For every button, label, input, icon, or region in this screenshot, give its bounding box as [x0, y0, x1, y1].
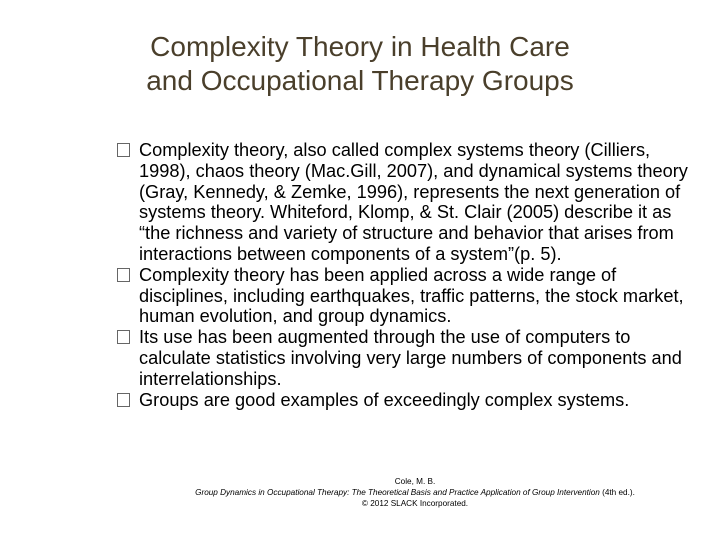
square-bullet-icon — [117, 143, 130, 157]
citation-author: Cole, M. B. — [394, 477, 436, 486]
citation-book-title: Group Dynamics in Occupational Therapy: The Theoretical Basis and Practice Application of Group Intervention — [195, 488, 600, 497]
bullet-text: Its use has been augmented through the use of computers to calculate statistics involving very large numbers of components and interrelationships. — [139, 327, 682, 389]
square-bullet-icon — [117, 393, 130, 407]
slide-title — [60, 30, 660, 98]
bullet-list — [117, 140, 702, 410]
citation — [160, 476, 670, 509]
bullet-item — [117, 140, 702, 265]
square-bullet-icon — [117, 268, 130, 282]
square-bullet-icon — [117, 330, 130, 344]
citation-source — [160, 487, 670, 498]
bullet-item — [117, 327, 702, 389]
bullet-item — [117, 390, 702, 411]
title-line-1: Complexity Theory in Health Care — [150, 31, 570, 62]
bullet-text: Groups are good examples of exceedingly complex systems. — [139, 389, 630, 410]
bullet-text: Complexity theory, also called complex systems theory (Cilliers, 1998), chaos theory (Mac.Gill, 2007), and dynamical systems theory (Gray, Kennedy, & Zemke, 1996), represents the next generation of systems theory. Whiteford, Klomp, & St. Clair (2005) describe it as “the richness and variety of structure and behavior that arises from interactions between components of a system”(p. 5). — [139, 140, 688, 264]
citation-edition: (4th ed.). — [602, 488, 635, 497]
title-line-2: and Occupational Therapy Groups — [146, 65, 574, 96]
bullet-item — [117, 265, 702, 327]
bullet-text: Complexity theory has been applied across a wide range of disciplines, including earthquakes, traffic patterns, the stock market, human evolution, and group dynamics. — [139, 264, 684, 327]
citation-copyright: © 2012 SLACK Incorporated. — [361, 499, 469, 508]
